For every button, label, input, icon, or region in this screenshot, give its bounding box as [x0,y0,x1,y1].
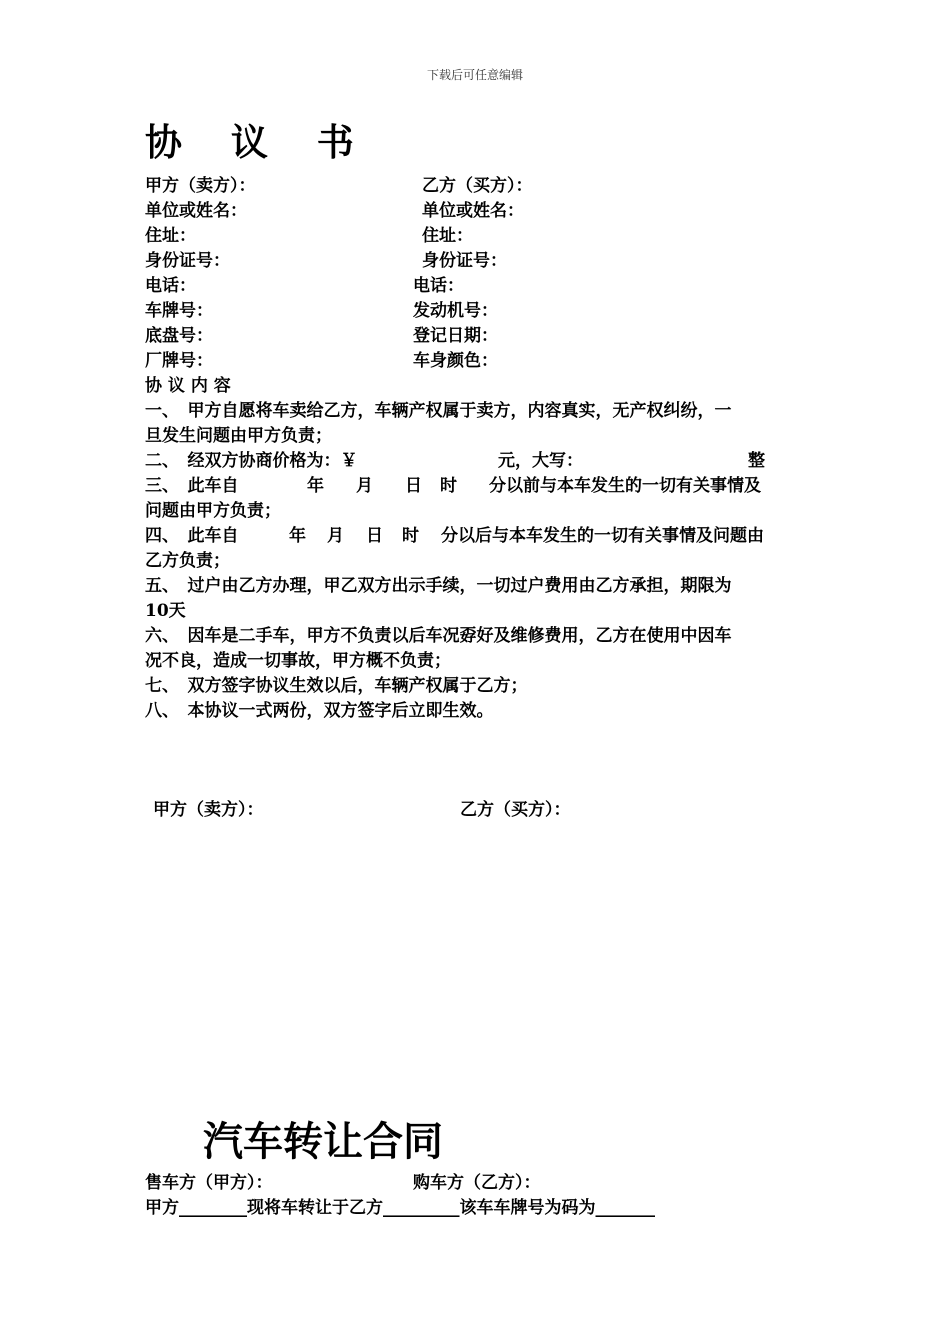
clause-4-line-2: 乙方负责； [145,551,230,571]
content-heading: 协 议 内 容 [145,376,231,396]
clause-3-day: 日 [405,476,422,496]
seller-address-label: 住址： [145,226,196,246]
clause-3-year: 年 [307,476,324,496]
clause-5-line-1: 五、 过户由乙方办理，甲乙双方出示手续，一切过户费用由乙方承担，期限为 [145,576,732,596]
clause-4-year: 年 [289,526,306,546]
clause-2-words: 元，大写： [498,451,583,471]
engine-label: 发动机号： [413,301,498,321]
clause-1-line-1: 一、 甲方自愿将车卖给乙方，车辆产权属于卖方，内容真实，无产权纠纷，一 [145,401,732,421]
clause-3-line-2: 问题由甲方负责； [145,501,281,521]
seller-phone-label: 电话： [145,276,196,296]
clause-3-end: 分以前与本车发生的一切有关事情及 [489,476,761,496]
clause-4-start: 四、 此车自 [145,526,239,546]
clause-6-line-1: 六、 因车是二手车，甲方不负责以后车况孬好及维修费用，乙方在使用中因车 [145,626,732,646]
reg-date-label: 登记日期： [413,326,498,346]
clause-5-line-2: 10天 [145,601,186,621]
sign-buyer-label: 乙方（买方）： [460,800,571,820]
clause-4-day: 日 [366,526,383,546]
clause-2-price: 二、 经双方协商价格为：￥ [145,451,358,471]
agreement-title: 协 议 书 [145,120,372,164]
brand-label: 厂牌号： [145,351,213,371]
clause-6-line-2: 况不良，造成一切事故，甲方概不负责； [145,651,451,671]
color-label: 车身颜色： [413,351,498,371]
chassis-label: 底盘号： [145,326,213,346]
contract-title: 汽车转让合同 [203,1118,443,1165]
clause-3-month: 月 [356,476,373,496]
buyer-label: 乙方（买方）： [422,176,533,196]
sign-seller-label: 甲方（卖方）： [153,800,264,820]
clause-3-start: 三、 此车自 [145,476,239,496]
plate-label: 车牌号： [145,301,213,321]
buyer-phone-label: 电话： [413,276,464,296]
clause-8: 八、 本协议一式两份，双方签字后立即生效。 [145,701,494,721]
clause-4-end: 分以后与本车发生的一切有关事情及问题由 [441,526,764,546]
buyer-name-label: 单位或姓名： [422,201,524,221]
seller-label: 甲方（卖方）： [145,176,256,196]
contract-transfer-line: 甲方________现将车转让于乙方_________该车车牌号为码为_______ [145,1198,655,1218]
clause-4-hour: 时 [402,526,419,546]
clause-1-line-2: 旦发生问题由甲方负责； [145,426,332,446]
contract-buyer-label: 购车方（乙方）： [413,1173,541,1193]
buyer-address-label: 住址： [422,226,473,246]
clause-2-whole: 整 [748,451,765,471]
clause-3-hour: 时 [440,476,457,496]
seller-name-label: 单位或姓名： [145,201,247,221]
contract-seller-label: 售车方（甲方）： [145,1173,273,1193]
clause-4-month: 月 [327,526,344,546]
clause-7: 七、 双方签字协议生效以后，车辆产权属于乙方； [145,676,528,696]
buyer-id-label: 身份证号： [422,251,507,271]
header-note: 下载后可任意编辑 [426,68,523,82]
seller-id-label: 身份证号： [145,251,230,271]
